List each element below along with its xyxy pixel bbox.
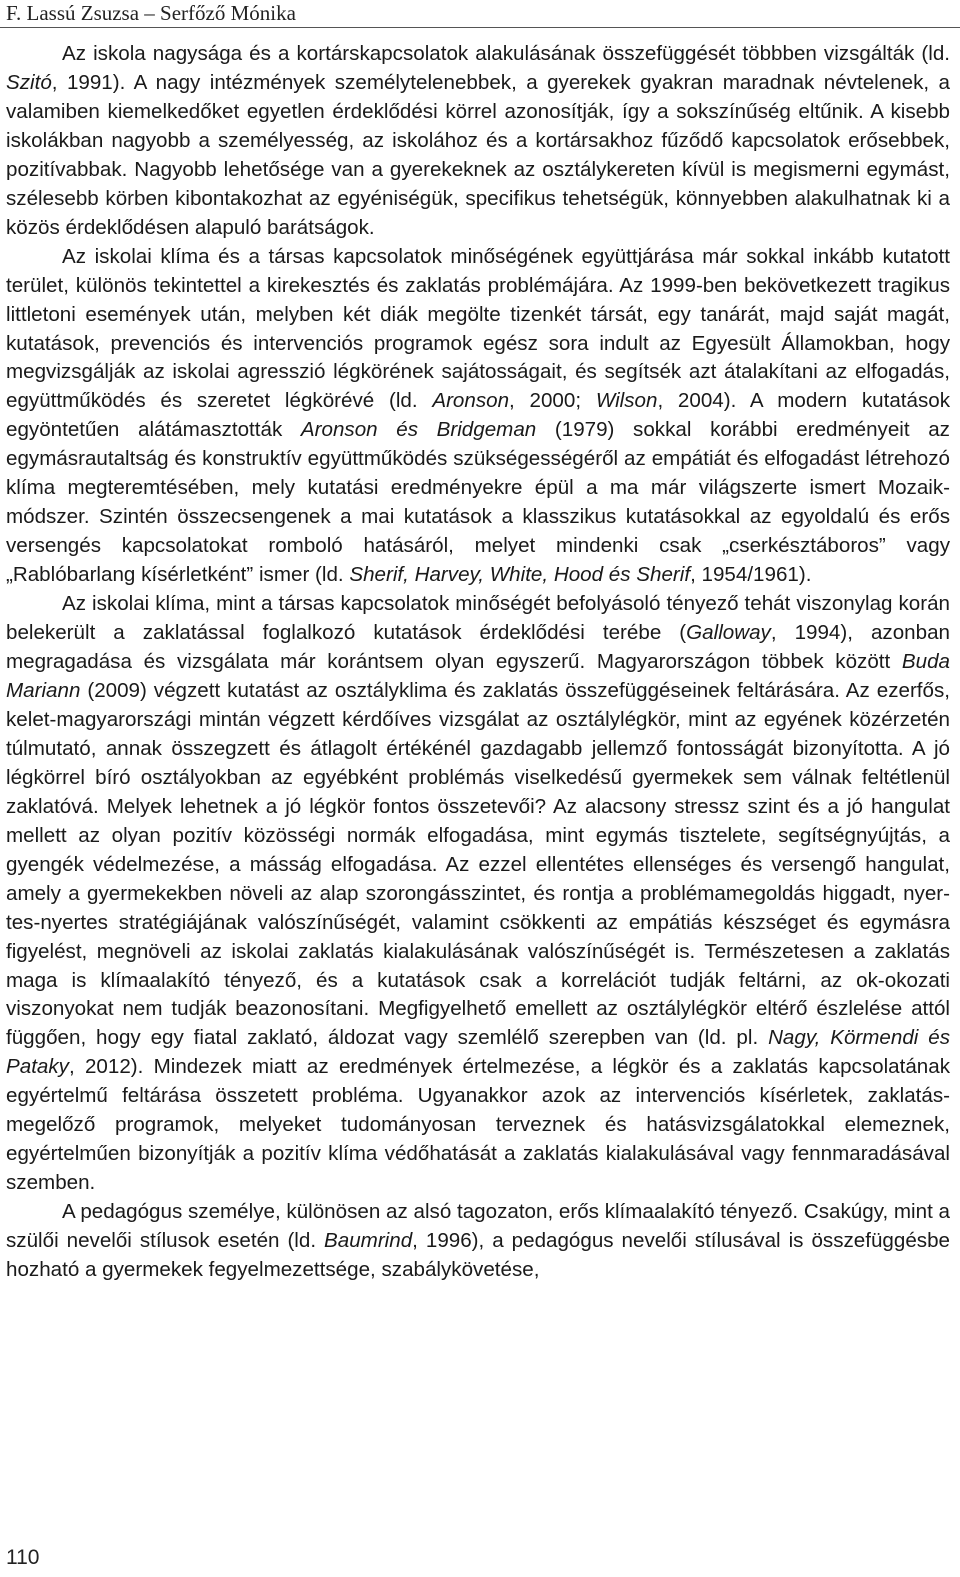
text-run: , 1991). A nagy intézmények személytelenebbek, a gyerekek gyakran maradnak névtelenek, a valamiben kiemelkedőket egyetlen érdeklődési körrel azonosítják, így a sokszínűség eltűnik. A kisebb iskolákban nagyobb a személyesség, az iskolához és a kortársakhoz fűződő kapcsolatok erősebbek, pozitívabbak. Nagyobb lehetősége van a gyerekeknek az osztálykereten kívül is megismerni egymást, szélesebb körben kibontakozhat az egyéniségük, specifikus tehetségük, könnyebben alakulhatnak ki a közös érdeklődésen alapuló barátságok.: [6, 70, 950, 239]
text-run: (2009) végzett kutatást az osztályklima és zaklatás összefüggéseinek feltárására. Az ezerfős, kelet-magyarországi mintán végzett kérdőíves vizsgálat az osztálylégkör, mint az egyének közérzetén túlmutató, annak összegzett és átlagolt értékénél gazdagabb jellemző fontosságát bizonyította. A jó légkörrel bíró osztályokban az egyébként problémás viselkedésű gyermekek sem válnak feltétlenül zaklatóvá. Melyek lehetnek a jó légkör fontos összetevői? Az alacsony stressz szint és a jó hangulat mellett az olyan pozitív közösségi normák elfogadása, mint egymás tisztelete, segítségnyújtás, a gyengék védelmezése, a másság elfogadása. Az ezzel ellentétes ellenséges és versengő hangulat, amely a gyermekekben növeli az alap szorongásszintet, és rontja a problémamegoldás higgadt, nyertes-nyertes stratégiájának valószínűségét, valamint csökkenti az empátiás készséget és egymásra figyelést, megnöveli az iskolai zaklatás kialakulásának valószínűségét is. Természetesen a zaklatás maga is klímaalakító tényező, és a kutatások csak a korrelációt tudják feltárni, az ok-okozati viszonyokat nem tudják beazonosítani. Megfigyelhető emellett az osztálylégkör eltérő észlelése attól függően, hogy egy fiatal zaklató, áldozat vagy szemlélő szerepben van (ld. pl.: [6, 678, 950, 1050]
citation-author: Wilson: [595, 389, 658, 413]
text-run: , 1954/1961).: [690, 563, 812, 587]
citation-author: Szitó: [6, 70, 52, 94]
citation-author: Galloway: [686, 621, 771, 645]
citation-author: Baumrind: [324, 1229, 413, 1253]
page-number: 110: [6, 1546, 40, 1569]
text-run: A pedagógus személye, különösen az alsó tagozaton, erős klímaalakító tényező. Csakúgy, mint a szülői nevelői stílusok esetén (ld.: [6, 1200, 950, 1253]
citation-author: Aronson: [432, 389, 510, 413]
text-run: , 2000;: [509, 389, 596, 413]
text-run: , 2004). A modern kutatások egyöntetűen alátámasztották: [6, 389, 950, 442]
citation-author: Nagy, Körmendi és Pataky: [6, 1026, 950, 1079]
text-run: (1979) sokkal korábbi eredményeit az egymásrautaltság és konstruktív együttműködés szükségességéről az empátiát és elfogadást létrehozó klíma megteremtésében, mely kutatási eredményekre épül a ma már világszerte ismert Mozaik-módszer. Szintén összecsengenek a mai kutatások a klasszikus kutatásokkal az egyoldalú és erős versengés kapcsolatokat romboló hatásáról, melyet mindenki csak „cserkésztáboros” vagy „Rablóbarlang kísérletként” ismer (ld.: [6, 418, 950, 587]
citation-author: Aronson és Bridgeman: [300, 418, 537, 442]
text-run: Az iskolai klíma, mint a társas kapcsolatok minőségét befolyásoló tényező tehát viszonylag korán belekerült a zaklatással foglalkozó kutatások érdeklődési terébe (: [6, 592, 950, 645]
paragraph-4: [6, 1198, 950, 1285]
paragraph-1: [6, 40, 950, 243]
running-head: F. Lassú Zsuzsa – Serfőző Mónika: [6, 1, 296, 25]
citation-author: Sherif, Harvey, White, Hood és Sherif: [349, 563, 691, 587]
paragraph-2: [6, 243, 950, 590]
body-text: [6, 40, 950, 1285]
text-run: Az iskola nagysága és a kortárskapcsolatok alakulásának összefüggését többben vizsgálták (ld.: [62, 42, 950, 65]
citation-author: Buda Mariann: [6, 650, 950, 702]
text-run: , 1996), a pedagógus nevelői stílusával is összefüggésbe hozható a gyermekek fegyelmezettsége, szabálykövetése,: [6, 1229, 950, 1282]
text-run: Az iskolai klíma és a társas kapcsolatok minőségének együttjárása már sokkal inkább kutatott terület, különös tekintettel a kirekesztés és zaklatás problémájára. Az 1999-ben bekövetkezett tragikus littletoni események után, melyben két diák megölte tizenkét társát, egy tanárát, majd saját magát, kutatások, prevenciós és intervenciós programok egész sora indult az Egyesült Államokban, hogy megvizsgálják az iskolai agresszió légkörének sajátosságait, és segítsék azt átalakítani az elfogadás, együttműködés és szeretet légkörévé (ld.: [6, 244, 950, 413]
header-rule: [0, 27, 960, 28]
paragraph-3: [6, 590, 950, 1198]
text-run: , 2012). Mindezek miatt az eredmények értelmezése, a légkör és a zaklatás kapcsolatának egyértelmű feltárása összetett probléma. Ugyanakkor azok az intervenciós kísérletek, zaklatás-megelőző programok, melyeket tudományosan terveznek és hatásvizsgálatokkal elemeznek, egyértelműen bizonyítják a pozitív klíma védőhatását a zaklatás kialakulásával vagy fennmaradásával szemben.: [6, 1055, 950, 1195]
text-run: , 1994), azonban megragadása és vizsgálata már korántsem olyan egyszerű. Magyarországon többek között: [6, 621, 950, 674]
